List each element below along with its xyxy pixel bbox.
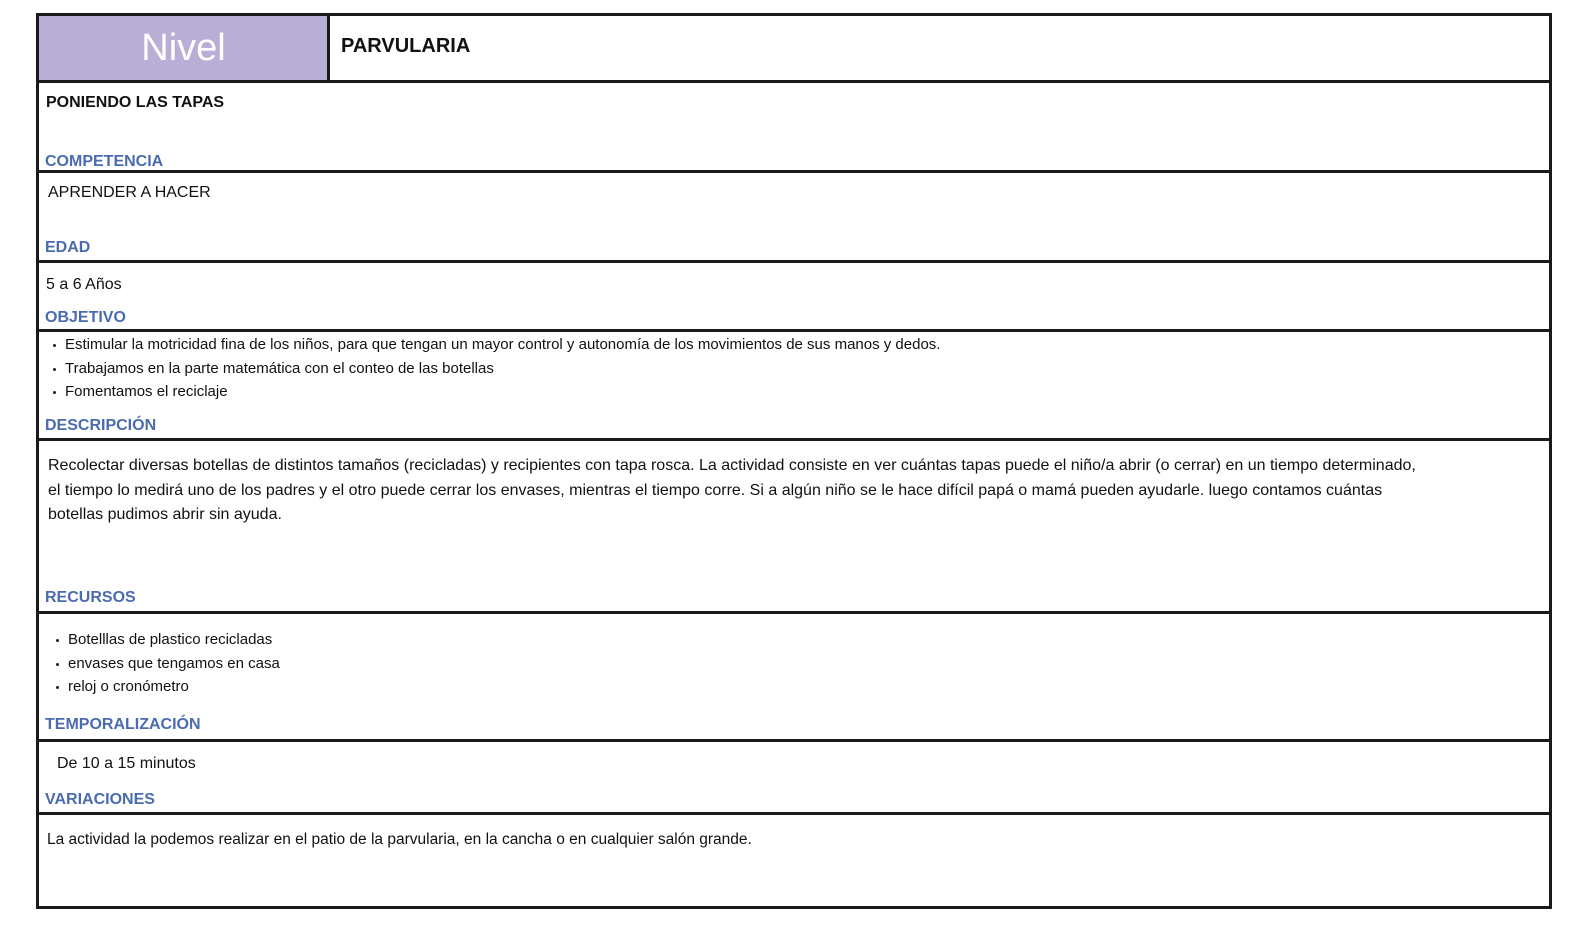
divider-recursos bbox=[39, 611, 1549, 614]
nivel-label: Nivel bbox=[39, 16, 328, 80]
temporalizacion-label: TEMPORALIZACIÓN bbox=[45, 716, 201, 733]
divider-competencia bbox=[39, 170, 1549, 173]
activity-title: PONIENDO LAS TAPAS bbox=[46, 94, 225, 111]
edad-label: EDAD bbox=[45, 239, 91, 256]
divider-variaciones bbox=[39, 812, 1549, 815]
divider-header bbox=[39, 80, 1549, 83]
temporalizacion-value: De 10 a 15 minutos bbox=[57, 755, 196, 772]
divider-temporalizacion bbox=[39, 739, 1549, 742]
list-item: Estimular la motricidad fina de los niños, para que tengan un mayor control y autonomía de los movimientos de sus manos y dedos. bbox=[51, 333, 940, 357]
edad-value: 5 a 6 Años bbox=[46, 276, 122, 293]
activity-sheet bbox=[36, 13, 1552, 909]
list-item: Trabajamos en la parte matemática con el conteo de las botellas bbox=[51, 357, 940, 381]
variaciones-label: VARIACIONES bbox=[45, 791, 155, 808]
variaciones-text: La actividad la podemos realizar en el patio de la parvularia, en la cancha o en cualquier salón grande. bbox=[47, 831, 752, 848]
divider-objetivo bbox=[39, 329, 1549, 332]
list-item: Botelllas de plastico recicladas bbox=[54, 628, 280, 652]
recursos-label: RECURSOS bbox=[45, 589, 136, 606]
competencia-value: APRENDER A HACER bbox=[48, 184, 211, 201]
recursos-list bbox=[54, 628, 280, 699]
header-divider bbox=[327, 16, 330, 80]
list-item: envases que tengamos en casa bbox=[54, 652, 280, 676]
divider-descripcion bbox=[39, 438, 1549, 441]
descripcion-label: DESCRIPCIÓN bbox=[45, 417, 157, 434]
objetivo-label: OBJETIVO bbox=[45, 309, 126, 326]
list-item: Fomentamos el reciclaje bbox=[51, 380, 940, 404]
objetivo-list bbox=[51, 333, 940, 404]
list-item: reloj o cronómetro bbox=[54, 675, 280, 699]
divider-edad bbox=[39, 260, 1549, 263]
descripcion-text: Recolectar diversas botellas de distintos tamaños (recicladas) y recipientes con tapa rosca. La actividad consiste en ver cuántas tapas puede el niño/a abrir (o cerrar) en un tiempo determinado, el tiempo lo medirá uno de los padres y el otro puede cerrar los envases, mientras el tiempo corre. Si a algún niño se le hace difícil papá o mamá pueden ayudarle. luego contamos cuántas botellas pudimos abrir sin ayuda. bbox=[48, 457, 1416, 523]
nivel-value: PARVULARIA bbox=[341, 35, 471, 57]
competencia-label: COMPETENCIA bbox=[45, 153, 164, 170]
